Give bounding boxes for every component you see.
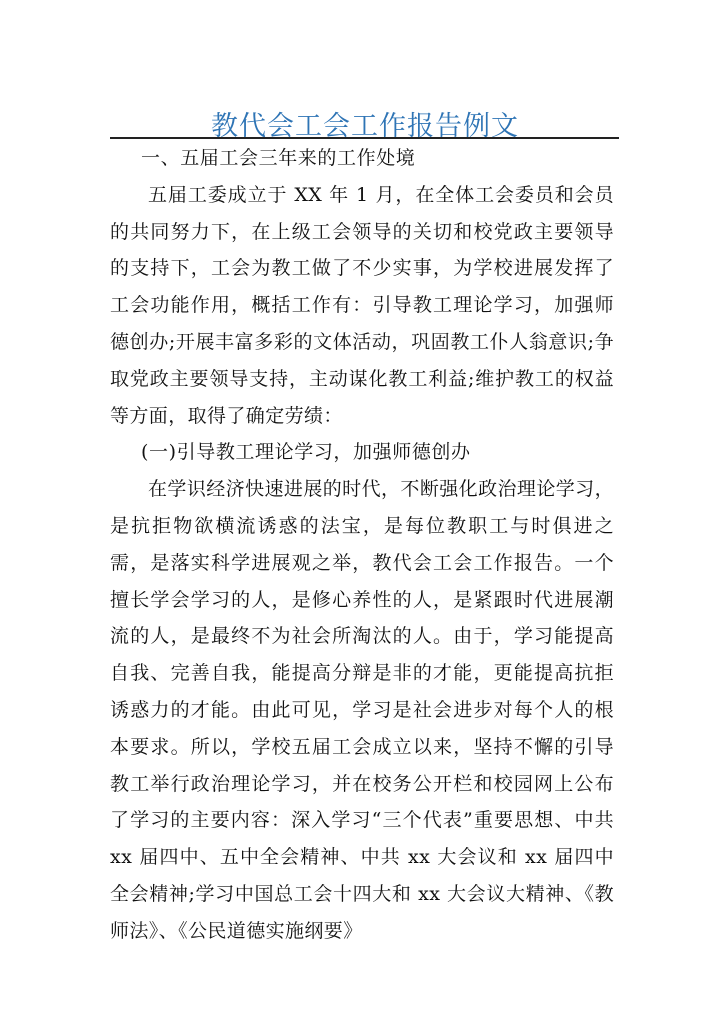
body-paragraph: 在学识经济快速进展的时代，不断强化政治理论学习，是抗拒物欲横流诱惑的法宝，是每位教职工与时俱进之需，是落实科学进展观之举，教代会工会工作报告。一个擅长学会学习的人，是修心养性的人，是紧跟时代进展潮流的人，是最终不为社会所淘汰的人。由于，学习能提高自我、完善自我，能提高分辩是非的才能，更能提高抗拒诱惑力的才能。由此可见，学习是社会进步对每个人的根本要求。所以，学校五届工会成立以来，坚持不懈的引导教工举行政治理论学习，并在校务公开栏和校园网上公布了学习的主要内容：深入学习“三个代表”重要思想、中共 xx 届四中、五中全会精神、中共 xx 大会议和 xx 届四中全会精神;学习中国总工会十四大和 xx 大会议大精神、《教师法》、《公民道德实施纲要》 — [110, 478, 614, 942]
body-paragraph: 五届工委成立于 XX 年 1 月，在全体工会委员和会员的共同努力下，在上级工会领导的关切和校党政主要领导的支持下，工会为教工做了不少实事，为学校进展发挥了工会功能作用，概括工作有：引导教工理论学习，加强师德创办;开展丰富多彩的文体活动，巩固教工仆人翁意识;争取党政主要领导支持，主动谋化教工利益;维护教工的权益等方面，取得了确定劳绩： — [110, 183, 614, 427]
subsection-heading: (一)引导教工理论学习，加强师德创办 — [141, 441, 471, 464]
document-title: 教代会工会工作报告例文 — [211, 111, 519, 143]
section-heading: 一、五届工会三年来的工作处境 — [141, 147, 416, 169]
title-divider — [110, 137, 619, 139]
document-body — [110, 140, 614, 950]
